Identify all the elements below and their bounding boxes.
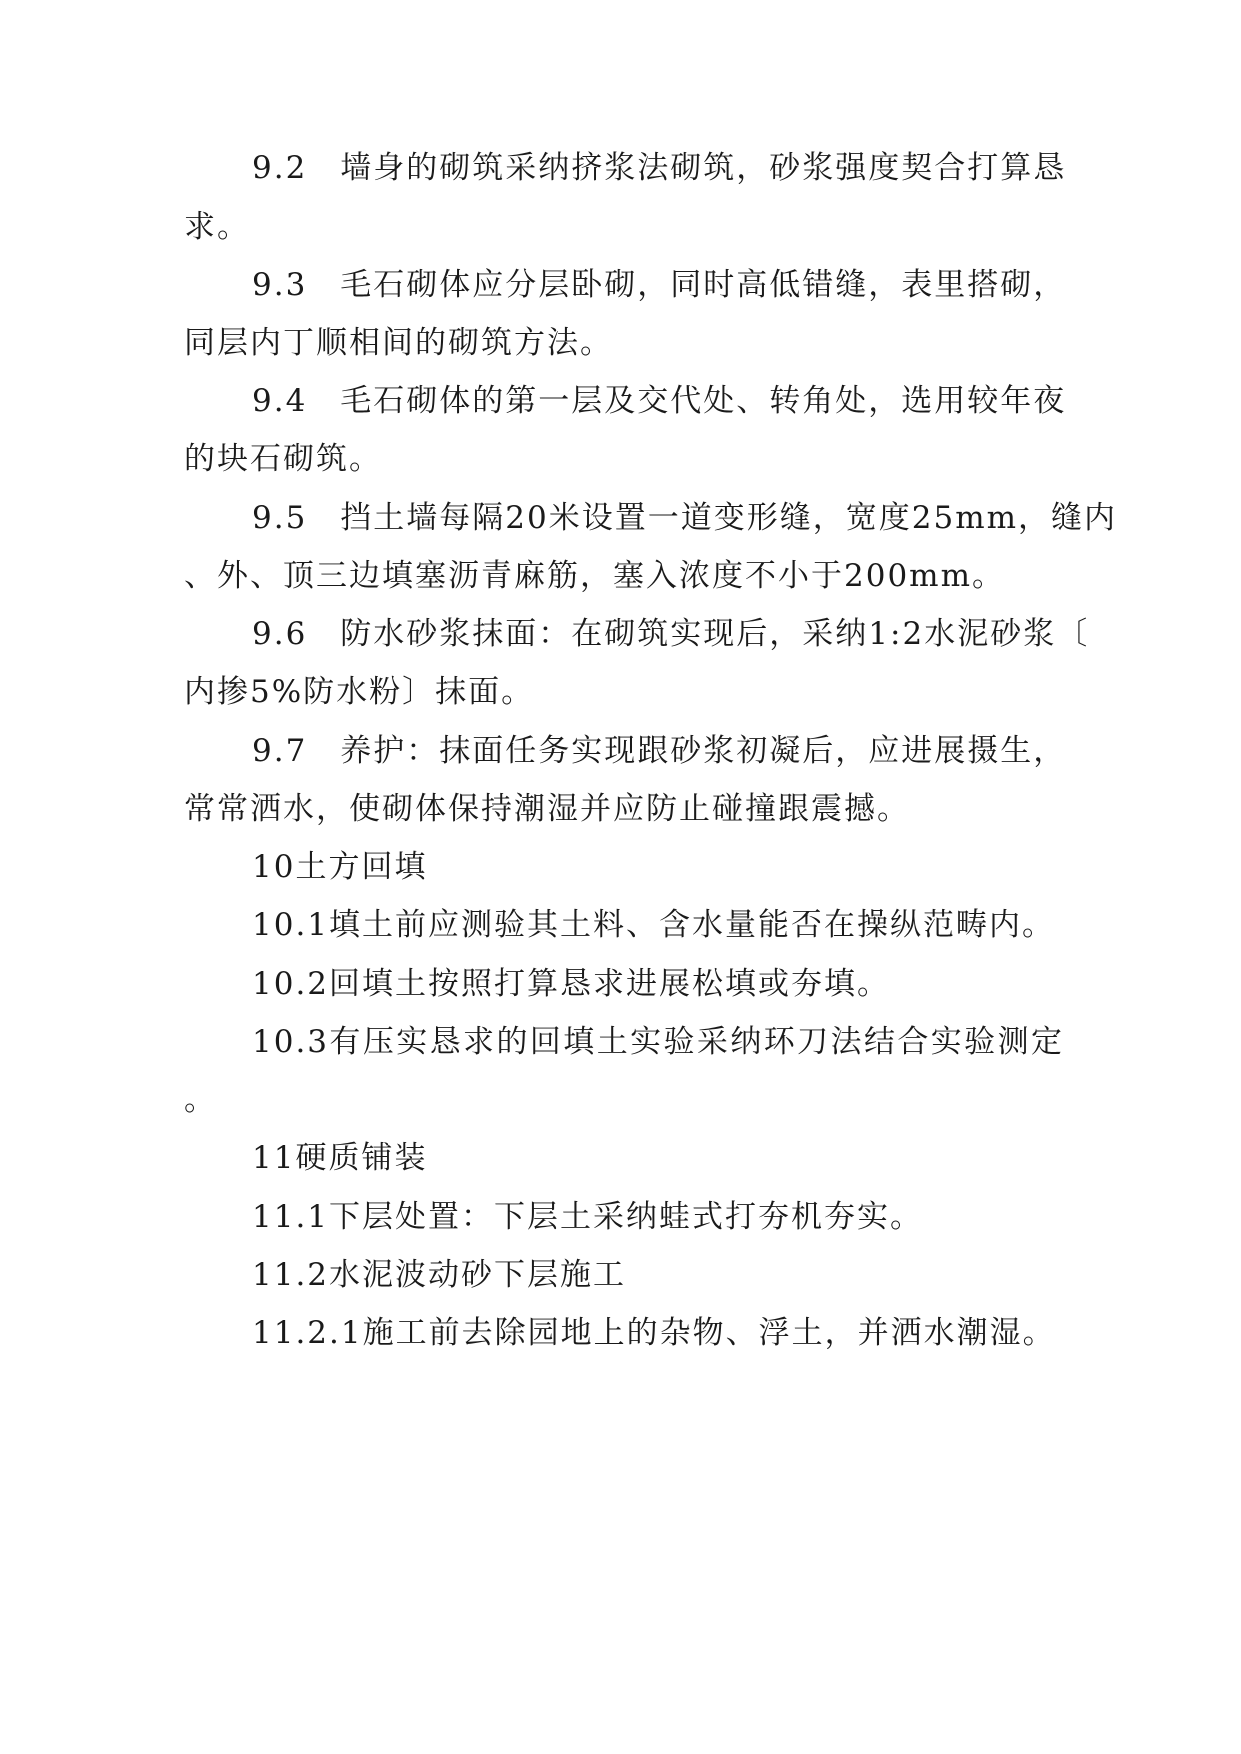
- paragraph-9-7-line-2: 常常洒水，使砌体保持潮湿并应防止碰撞跟震撼。: [184, 791, 910, 827]
- paragraph-10-3-line-2: 。: [184, 1082, 217, 1118]
- paragraph-9-3-line-1: 9.3 毛石砌体应分层卧砌，同时高低错缝，表里搭砌，: [252, 267, 1067, 303]
- paragraph-9-5-line-1: 9.5 挡土墙每隔20米设置一道变形缝，宽度25mm，缝内: [252, 500, 1117, 536]
- paragraph-9-4-line-2: 的块石砌筑。: [184, 441, 382, 477]
- paragraph-9-5-line-2: 、外、顶三边填塞沥青麻筋，塞入浓度不小于200mm。: [184, 558, 1005, 594]
- section-heading-10: 10土方回填: [252, 849, 428, 885]
- paragraph-9-6-line-1: 9.6 防水砂浆抹面：在砌筑实现后，采纳1:2水泥砂浆〔: [252, 616, 1090, 652]
- paragraph-9-2-line-1: 9.2 墙身的砌筑采纳挤浆法砌筑，砂浆强度契合打算恳: [252, 150, 1067, 186]
- paragraph-10-1: 10.1填土前应测验其土料、含水量能否在操纵范畴内。: [252, 907, 1056, 943]
- paragraph-9-3-line-2: 同层内丁顺相间的砌筑方法。: [184, 325, 613, 361]
- paragraph-10-2: 10.2回填土按照打算恳求进展松填或夯填。: [252, 966, 891, 1002]
- paragraph-11-2: 11.2水泥波动砂下层施工: [252, 1257, 627, 1293]
- paragraph-9-4-line-1: 9.4 毛石砌体的第一层及交代处、转角处，选用较年夜: [252, 383, 1067, 419]
- section-heading-11: 11硬质铺装: [252, 1140, 428, 1176]
- paragraph-10-3-line-1: 10.3有压实恳求的回填土实验采纳环刀法结合实验测定: [252, 1024, 1064, 1060]
- paragraph-9-2-line-2: 求。: [184, 209, 250, 245]
- paragraph-11-2-1: 11.2.1施工前去除园地上的杂物、浮土，并洒水潮湿。: [252, 1315, 1056, 1351]
- paragraph-9-6-line-2: 内掺5%防水粉〕抹面。: [184, 674, 535, 710]
- paragraph-9-7-line-1: 9.7 养护：抹面任务实现跟砂浆初凝后，应进展摄生，: [252, 733, 1067, 769]
- paragraph-11-1: 11.1下层处置：下层土采纳蛙式打夯机夯实。: [252, 1199, 924, 1235]
